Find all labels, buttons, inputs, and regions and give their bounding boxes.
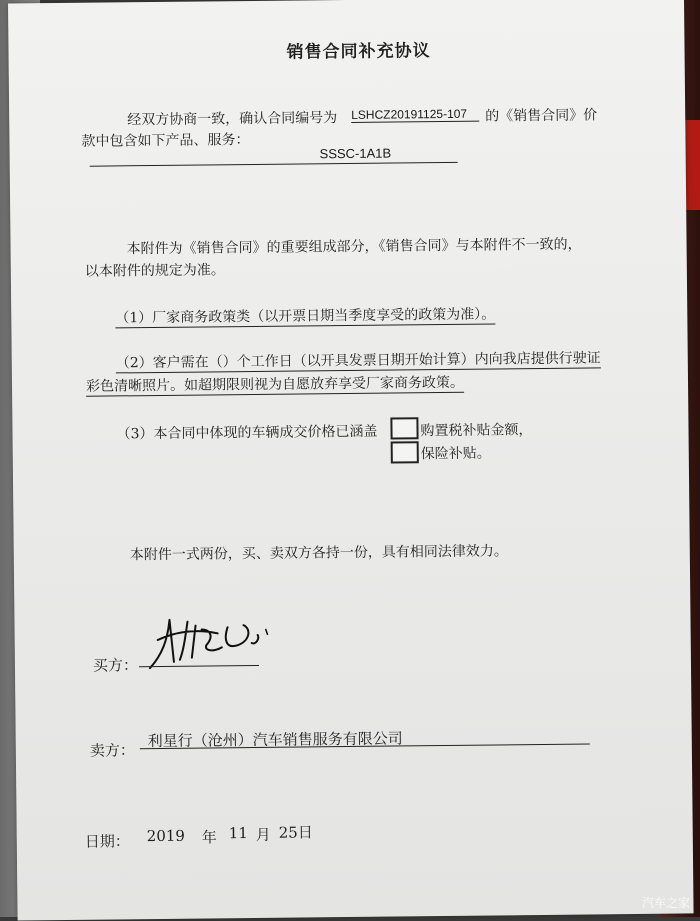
- checkbox-purchase-tax[interactable]: [390, 417, 418, 439]
- product-underline: [90, 162, 458, 167]
- para2-line-2: 以本附件的规定为准。: [84, 262, 225, 280]
- date-month: 11: [228, 824, 248, 843]
- buyer-label: 买方：: [92, 656, 139, 675]
- item-1: （1）厂家商务政策类（以开票日期当季度享受的政策为准）。: [115, 303, 495, 328]
- intro-suffix: 的《销售合同》价: [485, 107, 598, 125]
- checkbox-insurance[interactable]: [391, 441, 419, 463]
- para2-line-1: 本附件为《销售合同》的重要组成部分，《销售合同》与本附件不一致的，: [126, 236, 582, 258]
- watermark-text: 汽车之家: [641, 896, 690, 910]
- date-label: 日期：: [84, 832, 130, 851]
- seller-label: 卖方：: [89, 741, 135, 760]
- contract-number: LSHCZ20191125-107: [351, 107, 479, 123]
- intro-line-2: 款中包含如下产品、服务：: [81, 132, 250, 150]
- item-3-option-2: 保险补贴。: [420, 445, 491, 463]
- copies-statement: 本附件一式两份，买、卖双方各持一份，具有相同法律效力。: [129, 543, 508, 564]
- item-3-option-1: 购置税补贴金额，: [420, 422, 533, 440]
- item-2-line-1: （2）客户需在（）个工作日（以开具发票日期开始计算）内向我店提供行驶证: [116, 347, 601, 373]
- date-month-unit: 月: [255, 825, 271, 844]
- contract-paper: [8, 0, 694, 920]
- document-title: 销售合同补充协议: [286, 41, 431, 63]
- item-2-line-2: 彩色清晰照片。如超期限则视为自愿放弃享受厂家商务政策。: [86, 372, 464, 397]
- intro-prefix: 经双方协商一致，确认合同编号为: [127, 110, 338, 129]
- date-day: 25日: [278, 823, 313, 842]
- product-code: SSSC-1A1B: [319, 145, 392, 162]
- date-year: 2019: [146, 826, 186, 846]
- buyer-signature: [139, 599, 280, 675]
- seller-name: 利星行（沧州）汽车销售服务有限公司: [147, 729, 403, 751]
- date-year-unit: 年: [201, 828, 217, 847]
- item-3-prefix: （3）本合同中体现的车辆成交价格已涵盖: [116, 423, 378, 443]
